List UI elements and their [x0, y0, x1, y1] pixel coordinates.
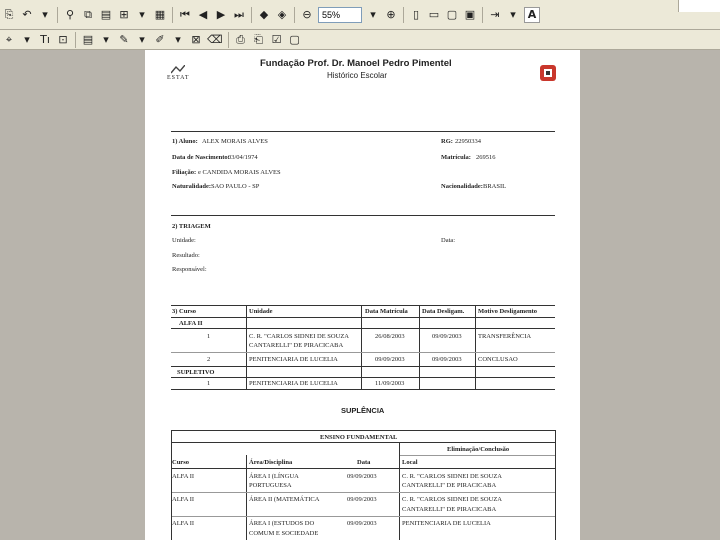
toolbar-separator — [57, 7, 58, 23]
toolbar-blank-area — [678, 0, 720, 12]
cell-data-desligam: 09/09/2003 — [432, 356, 462, 363]
col-curso: Curso — [172, 459, 189, 466]
group-supletivo: SUPLETIVO — [177, 369, 215, 376]
col-curso: 3) Curso — [172, 308, 197, 315]
previous-page-icon[interactable]: ◀ — [198, 8, 208, 21]
back-icon[interactable]: ◆ — [259, 8, 269, 21]
select-tool-icon[interactable]: ⌖ — [5, 32, 13, 46]
table-border — [171, 366, 555, 367]
col-unidade: Unidade — [249, 308, 273, 315]
find-icon[interactable]: ⚲ — [65, 8, 75, 21]
nacionalidade-value: BRASIL — [483, 183, 507, 190]
snapshot-icon[interactable]: ⊡ — [58, 33, 68, 46]
dropdown-arrow-icon[interactable]: ▾ — [510, 8, 516, 21]
table-border — [171, 305, 555, 306]
document-title: Histórico Escolar — [327, 71, 388, 80]
rg-value: 22950334 — [455, 138, 481, 145]
dropdown-arrow-icon[interactable]: ▾ — [139, 33, 145, 46]
cell-local: PENITENCIARIA DE LUCELIA — [402, 520, 491, 527]
table-border — [171, 377, 555, 378]
resultado-label: Resultado: — [172, 252, 200, 259]
table-border — [399, 455, 555, 456]
rg-label: RG: — [441, 138, 453, 145]
reflow-icon[interactable]: ▣ — [464, 8, 476, 21]
birth-label: Data de Nascimento: — [172, 154, 230, 161]
cell-data-matricula: 11/09/2003 — [375, 380, 405, 387]
student-name-value: ALEX MORAIS ALVES — [202, 138, 268, 145]
dropdown-arrow-icon[interactable]: ▾ — [42, 8, 48, 21]
table-border — [171, 389, 555, 390]
dropdown-arrow-icon[interactable]: ▾ — [370, 8, 376, 21]
dropdown-arrow-icon[interactable]: ▾ — [139, 8, 145, 21]
level-heading: ENSINO FUNDAMENTAL — [320, 434, 398, 441]
cell-area: ÁREA I (LÍNGUA — [249, 473, 299, 480]
stamp-icon[interactable]: ⊠ — [191, 33, 201, 46]
pencil-icon[interactable]: ✎ — [119, 33, 129, 46]
coat-of-arms-icon — [537, 62, 559, 84]
cell-local: C. R. "CARLOS SIDNEI DE SOUZA — [402, 473, 502, 480]
actual-size-icon[interactable]: ▯ — [412, 8, 420, 21]
toolbar-separator — [172, 7, 173, 23]
copy-icon[interactable]: ⧉ — [84, 7, 92, 21]
logo-text: ESTAT — [167, 75, 190, 81]
fit-page-icon[interactable]: ▭ — [428, 8, 440, 21]
institution-name: Fundação Prof. Dr. Manoel Pedro Pimentel — [260, 58, 452, 69]
table-border — [171, 492, 555, 493]
dropdown-arrow-icon[interactable]: ▾ — [24, 33, 30, 46]
toolbar-separator — [482, 7, 483, 23]
table-border — [555, 430, 556, 540]
table-border — [246, 455, 247, 540]
col-area: Área/Disciplina — [249, 459, 293, 466]
annotation-toolbar — [0, 30, 720, 50]
sub-heading: Eliminação/Conclusão — [447, 446, 510, 453]
form-icon[interactable]: ☑ — [271, 33, 282, 46]
cell-area: COMUM E SOCIEDADE — [249, 530, 319, 537]
cell-data-matricula: 26/08/2003 — [375, 333, 405, 340]
zoom-input[interactable] — [318, 7, 362, 23]
dropdown-arrow-icon[interactable]: ▾ — [175, 33, 181, 46]
table-border — [171, 430, 555, 431]
zoom-out-icon[interactable]: ⊖ — [302, 8, 312, 21]
zoom-in-icon[interactable]: ⊕ — [386, 8, 396, 21]
cell-local: CANTARELLI" DE PIRACICABA — [402, 506, 497, 513]
cell-motivo: CONCLUSAO — [478, 356, 518, 363]
clipboard-icon[interactable]: ⎗ — [254, 32, 263, 46]
toolbar-separator — [403, 7, 404, 23]
divider — [171, 131, 555, 132]
cell-local: CANTARELLI" DE PIRACICABA — [402, 482, 497, 489]
cell-curso: ALFA II — [172, 473, 195, 480]
main-toolbar — [0, 0, 720, 30]
adobe-logo-icon[interactable]: A — [524, 7, 540, 23]
cell-curso: ALFA II — [172, 496, 195, 503]
cell-unidade: PENITENCIARIA DE LUCELIA — [249, 356, 338, 363]
birth-value: 03/04/1974 — [228, 154, 258, 161]
table-border — [171, 430, 172, 540]
edit-icon[interactable]: ⎘ — [4, 7, 14, 21]
nacionalidade-label: Nacionalidade: — [441, 183, 483, 190]
dropdown-arrow-icon[interactable]: ▾ — [103, 33, 109, 46]
first-page-icon[interactable]: ⏮ — [180, 7, 190, 21]
toolbar-separator — [251, 7, 252, 23]
student-name-label: 1) Aluno: — [172, 138, 198, 145]
toolbar-separator — [294, 7, 295, 23]
table-border — [399, 442, 400, 540]
table-border — [171, 317, 555, 318]
cell-data: 09/09/2003 — [347, 496, 377, 503]
toolbar-separator — [75, 32, 76, 48]
unidade-label: Unidade: — [172, 237, 196, 244]
toolbar-separator — [228, 32, 229, 48]
eraser-icon[interactable]: ⌫ — [207, 33, 223, 46]
last-page-icon[interactable]: ⏭ — [234, 7, 244, 21]
group-alfa-ii: ALFA II — [179, 320, 203, 327]
cell-data: 09/09/2003 — [347, 473, 377, 480]
responsavel-label: Responsável: — [172, 266, 207, 273]
page-icon[interactable]: ▦ — [154, 8, 166, 21]
cell-curso: 2 — [207, 356, 211, 363]
fit-width-icon[interactable]: ▢ — [446, 8, 458, 21]
page-tool-icon[interactable]: ▢ — [289, 33, 300, 46]
rotate-icon[interactable]: ⇥ — [490, 8, 500, 21]
suplencia-heading: SUPLÊNCIA — [341, 406, 385, 415]
triagem-heading: 2) TRIAGEM — [172, 223, 211, 230]
text-select-icon[interactable]: Tı — [40, 33, 50, 46]
undo-icon[interactable]: ↶ — [22, 8, 32, 21]
divider — [171, 215, 555, 216]
state-logo-icon — [171, 62, 185, 72]
col-local: Local — [402, 459, 418, 466]
bookmark-icon[interactable]: ▤ — [100, 8, 112, 21]
naturalidade-label: Naturalidade: — [172, 183, 211, 190]
cell-data-desligam: 09/09/2003 — [432, 333, 462, 340]
cell-curso: ALFA II — [172, 520, 195, 527]
col-data-desligam: Data Desligam. — [422, 308, 465, 315]
matricula-value: 269516 — [476, 154, 496, 161]
cell-curso: 1 — [207, 333, 211, 340]
table-border — [171, 442, 555, 443]
data-label: Data: — [441, 237, 456, 244]
cell-data-matricula: 09/09/2003 — [375, 356, 405, 363]
table-border — [171, 328, 555, 329]
attach-icon[interactable]: ⎙ — [236, 32, 245, 46]
table-border — [171, 468, 555, 469]
cell-motivo: TRANSFERÊNCIA — [478, 333, 532, 340]
cell-unidade: C. R. "CARLOS SIDNEI DE SOUZA — [249, 333, 349, 340]
cell-local: C. R. "CARLOS SIDNEI DE SOUZA — [402, 496, 502, 503]
filiacao-label: Filiação: — [172, 169, 197, 176]
cell-area: PORTUGUESA — [249, 482, 292, 489]
matricula-label: Matrícula: — [441, 154, 471, 161]
col-data: Data — [357, 459, 371, 466]
fit-icon[interactable]: ⊞ — [119, 8, 129, 21]
next-page-icon[interactable]: ▶ — [216, 8, 226, 21]
forward-icon[interactable]: ◈ — [277, 8, 287, 21]
cell-area: ÁREA I (ESTUDOS DO — [249, 520, 315, 527]
col-data-matricula: Data Matrícula — [365, 308, 408, 315]
filiacao-value: e CANDIDA MORAIS ALVES — [198, 169, 281, 176]
table-border — [171, 516, 555, 517]
table-border — [171, 352, 555, 353]
note-icon[interactable]: ▤ — [82, 33, 94, 46]
cell-unidade: CANTARELLI" DE PIRACICABA — [249, 342, 344, 349]
cell-curso: 1 — [207, 380, 211, 387]
cell-area: ÁREA II (MATEMÁTICA — [249, 496, 320, 503]
cell-unidade: PENITENCIARIA DE LUCELIA — [249, 380, 338, 387]
cell-data: 09/09/2003 — [347, 520, 377, 527]
col-motivo: Motivo Desligamento — [478, 308, 538, 315]
document-page — [145, 50, 580, 540]
highlighter-icon[interactable]: ✐ — [155, 33, 165, 46]
naturalidade-value: SAO PAULO - SP — [211, 183, 260, 190]
